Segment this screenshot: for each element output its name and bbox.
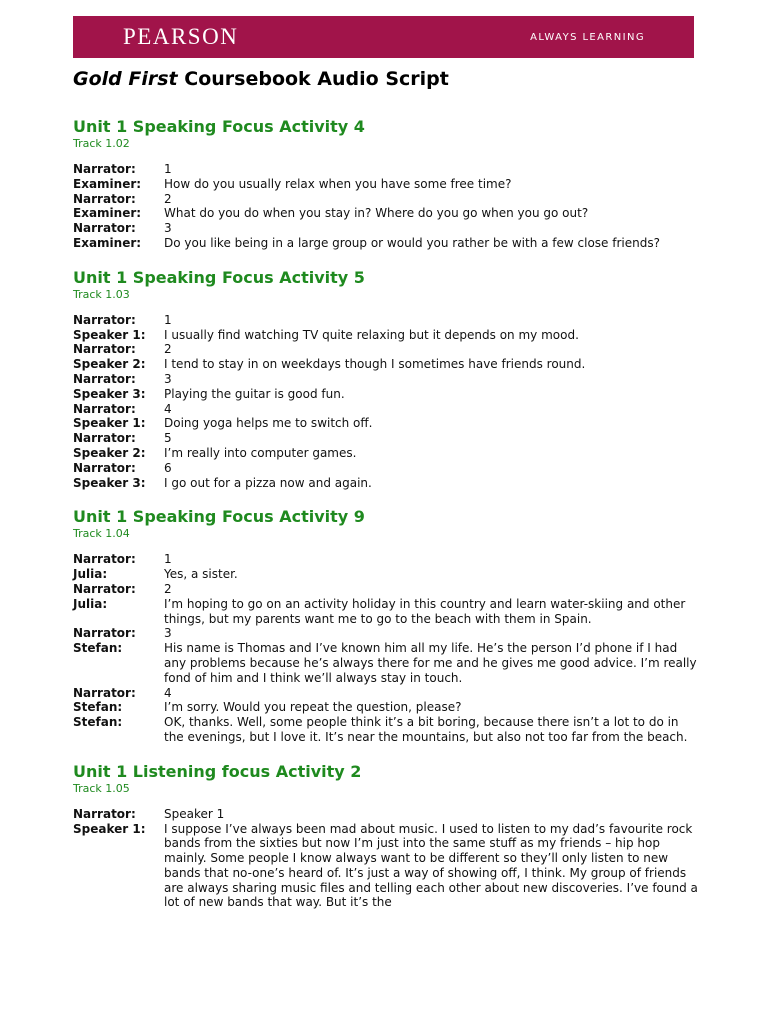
document-title-rest: Coursebook Audio Script: [177, 68, 449, 90]
dialogue-line: [73, 431, 698, 446]
speaker-label: Narrator:: [73, 162, 136, 176]
script-section: [73, 506, 698, 744]
speaker-label: Narrator:: [73, 552, 136, 567]
dialogue-line: [73, 626, 698, 641]
dialogue-text: Yes, a sister.: [164, 567, 238, 582]
dialogue-line: [73, 700, 698, 715]
dialogue-line: [73, 416, 698, 431]
track-label: Track 1.05: [73, 781, 130, 795]
speaker-label: Narrator:: [73, 401, 136, 416]
dialogue-line: [73, 582, 698, 597]
dialogue-line: [73, 313, 698, 328]
speaker-label: Examiner:: [73, 235, 142, 250]
dialogue-text: Doing yoga helps me to switch off.: [164, 416, 373, 431]
dialogue-text: 1: [164, 162, 172, 176]
dialogue-text: Do you like being in a large group or would you rather be with a few close friends?: [164, 235, 660, 250]
speaker-label: Julia:: [73, 596, 108, 611]
dialogue-line: [73, 641, 698, 685]
speaker-label: Narrator:: [73, 460, 136, 475]
speaker-label: Speaker 1:: [73, 821, 146, 836]
speaker-label: Narrator:: [73, 626, 136, 641]
section-title: Unit 1 Listening focus Activity 2: [73, 761, 362, 781]
speaker-label: Speaker 1:: [73, 327, 146, 342]
dialogue-text: 5: [164, 431, 172, 446]
brand-logo: PEARSON: [123, 24, 239, 49]
dialogue-text: 4: [164, 401, 172, 416]
dialogue-line: [73, 402, 698, 417]
dialogue-text: 6: [164, 460, 172, 475]
dialogue-text: His name is Thomas and I’ve known him all my life. He’s the person I’d phone if I had any problems because he’s always there for me and he gives me good advice. I’m really fond of him and I think we’ll always stay in touch.: [164, 641, 697, 685]
dialogue-text: I tend to stay in on weekdays though I sometimes have friends round.: [164, 357, 586, 372]
script-section: [73, 761, 698, 911]
dialogue-line: [73, 162, 698, 177]
dialogue-line: [73, 221, 698, 236]
dialogue-text: 2: [164, 342, 172, 357]
speaker-label: Julia:: [73, 567, 108, 582]
script-section: [73, 116, 698, 251]
dialogue-text: I’m sorry. Would you repeat the question, please?: [164, 700, 462, 715]
dialogue-text: I usually find watching TV quite relaxing but it depends on my mood.: [164, 327, 579, 342]
dialogue-line: [73, 357, 698, 372]
dialogue-line: [73, 206, 698, 221]
script-section: [73, 267, 698, 491]
dialogue-line: [73, 328, 698, 343]
dialogue-line: [73, 236, 698, 251]
dialogue-line: [73, 715, 698, 745]
dialogue-line: [73, 807, 698, 822]
dialogue-line: [73, 552, 698, 567]
dialogue-text: OK, thanks. Well, some people think it’s a bit boring, because there isn’t a lot to do in the evenings, but I love it. It’s near the mountains, but also not too far from the beach.: [164, 715, 688, 744]
dialogue-text: I suppose I’ve always been mad about music. I used to listen to my dad’s favourite rock bands from the sixties but now I’m just into the same stuff as my friends – hip hop mainly. Some people I know always want to be different so they’ll only listen to new bands that no-one’s heard of. It’s just a way of showing off, I think. My group of friends are always sharing music files and telling each other about new discoveries. I’ve found a lot of new bands that way. But it’s the: [164, 821, 698, 910]
speaker-label: Narrator:: [73, 191, 136, 206]
speaker-label: Narrator:: [73, 581, 136, 596]
dialogue-line: [73, 446, 698, 461]
dialogue-text: How do you usually relax when you have some free time?: [164, 176, 512, 191]
dialogue-line: [73, 597, 698, 627]
dialogue-text: Speaker 1: [164, 806, 225, 821]
dialogue-text: 3: [164, 626, 172, 641]
speaker-label: Stefan:: [73, 641, 123, 656]
section-title: Unit 1 Speaking Focus Activity 5: [73, 267, 365, 287]
dialogue-text: I’m really into computer games.: [164, 445, 357, 460]
dialogue-line: [73, 822, 698, 911]
speaker-label: Speaker 3:: [73, 475, 146, 490]
dialogue-line: [73, 567, 698, 582]
dialogue-line: [73, 461, 698, 476]
dialogue-text: 1: [164, 312, 172, 327]
speaker-label: Narrator:: [73, 806, 136, 821]
script-content: [73, 116, 698, 926]
speaker-label: Narrator:: [73, 685, 136, 700]
speaker-label: Speaker 1:: [73, 416, 146, 431]
speaker-label: Examiner:: [73, 176, 142, 191]
dialogue-line: [73, 476, 698, 491]
dialogue-line: [73, 342, 698, 357]
speaker-label: Narrator:: [73, 342, 136, 357]
dialogue-line: [73, 387, 698, 402]
track-label: Track 1.04: [73, 527, 130, 541]
dialogue-text: Playing the guitar is good fun.: [164, 386, 345, 401]
dialogue-line: [73, 192, 698, 207]
dialogue-line: [73, 177, 698, 192]
document-title-italic: Gold First: [73, 68, 178, 90]
document-title: [73, 68, 449, 90]
speaker-label: Stefan:: [73, 700, 123, 715]
dialogue-text: I’m hoping to go on an activity holiday in this country and learn water-skiing and other things, but my parents want me to go to the beach with them in Spain.: [164, 596, 686, 626]
track-label: Track 1.03: [73, 287, 130, 301]
speaker-label: Narrator:: [73, 312, 136, 327]
speaker-label: Narrator:: [73, 431, 136, 446]
section-title: Unit 1 Speaking Focus Activity 4: [73, 117, 365, 136]
dialogue-line: [73, 686, 698, 701]
speaker-label: Speaker 2:: [73, 445, 146, 460]
track-label: Track 1.02: [73, 137, 130, 150]
header-banner: [73, 16, 694, 58]
section-title: Unit 1 Speaking Focus Activity 9: [73, 507, 365, 527]
speaker-label: Narrator:: [73, 371, 136, 386]
dialogue-text: What do you do when you stay in? Where do you go when you go out?: [164, 206, 589, 221]
speaker-label: Narrator:: [73, 221, 136, 236]
dialogue-text: 2: [164, 581, 172, 596]
speaker-label: Speaker 2:: [73, 357, 146, 372]
dialogue-text: 3: [164, 221, 172, 236]
speaker-label: Stefan:: [73, 715, 123, 730]
dialogue-text: 1: [164, 552, 172, 567]
dialogue-text: 2: [164, 191, 172, 206]
brand-tagline: ALWAYS LEARNING: [530, 32, 645, 43]
dialogue-line: [73, 372, 698, 387]
dialogue-text: 4: [164, 685, 172, 700]
speaker-label: Speaker 3:: [73, 386, 146, 401]
dialogue-text: I go out for a pizza now and again.: [164, 475, 372, 490]
speaker-label: Examiner:: [73, 206, 142, 221]
dialogue-text: 3: [164, 371, 172, 386]
